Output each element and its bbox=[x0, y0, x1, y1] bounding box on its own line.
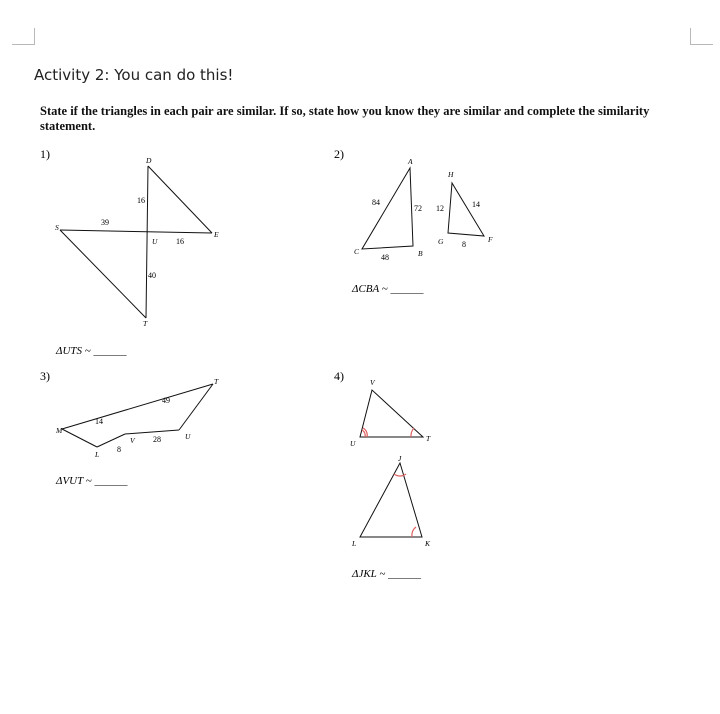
vertex-D-label: D bbox=[146, 156, 152, 165]
side-label-40: 40 bbox=[148, 271, 156, 280]
side-label-48: 48 bbox=[381, 253, 389, 262]
problem-1-figure bbox=[60, 166, 212, 318]
vertex-U-label: U bbox=[152, 237, 158, 246]
side-label-8-p3: 8 bbox=[117, 445, 121, 454]
vertex-K-label: K bbox=[425, 539, 431, 548]
vertex-V-label-3: V bbox=[130, 436, 135, 445]
side-label-16-lower: 16 bbox=[176, 237, 184, 246]
problem-3-statement: ΔVUT ~ ______ bbox=[56, 475, 128, 487]
angle-mark-T bbox=[411, 428, 414, 437]
vertex-E-label: E bbox=[214, 230, 219, 239]
triangle-HGF bbox=[448, 183, 484, 236]
side-label-84: 84 bbox=[372, 198, 380, 207]
angle-mark-K bbox=[412, 527, 416, 537]
side-label-12: 12 bbox=[436, 204, 444, 213]
triangle-ACB bbox=[362, 168, 413, 249]
side-label-14-p3: 14 bbox=[95, 417, 103, 426]
vertex-U-label-3: U bbox=[185, 432, 191, 441]
segment-MT bbox=[62, 384, 213, 429]
problem-1-statement: ΔUTS ~ ______ bbox=[56, 345, 127, 357]
vertex-A-label: A bbox=[408, 157, 413, 166]
vertex-L-label: L bbox=[95, 450, 100, 459]
problem-2-number: 2) bbox=[334, 147, 344, 161]
vertex-V-label-4: V bbox=[370, 378, 375, 387]
side-label-72: 72 bbox=[414, 204, 422, 213]
segment-DE bbox=[148, 166, 212, 233]
problem-4-number: 4) bbox=[334, 369, 344, 383]
instructions: State if the triangles in each pair are similar. If so, state how you know they are similar and complete the similarity statement. bbox=[40, 104, 650, 133]
segment-DT bbox=[146, 166, 148, 318]
vertex-H-label: H bbox=[448, 170, 454, 179]
activity-title: Activity 2: You can do this! bbox=[34, 66, 234, 84]
segment-ML bbox=[62, 429, 97, 447]
side-label-8: 8 bbox=[462, 240, 466, 249]
problem-1-number: 1) bbox=[40, 147, 50, 161]
side-label-16-upper: 16 bbox=[137, 196, 145, 205]
problem-4-figure bbox=[360, 390, 423, 537]
vertex-B-label: B bbox=[418, 249, 423, 258]
vertex-S-label: S bbox=[55, 223, 59, 232]
problem-2-figure bbox=[362, 168, 484, 249]
triangle-VUT bbox=[360, 390, 423, 437]
vertex-F-label: F bbox=[488, 235, 493, 244]
segment-ST bbox=[60, 230, 146, 318]
vertex-L-label-4: L bbox=[352, 539, 357, 548]
vertex-T-label: T bbox=[143, 319, 148, 328]
vertex-J-label: J bbox=[398, 454, 402, 463]
segment-UT bbox=[179, 384, 213, 430]
triangle-JLK bbox=[360, 463, 422, 537]
vertex-M-label: M bbox=[56, 426, 63, 435]
problem-2-statement: ΔCBA ~ ______ bbox=[352, 283, 424, 295]
side-label-39: 39 bbox=[101, 218, 109, 227]
side-label-28: 28 bbox=[153, 435, 161, 444]
side-label-14: 14 bbox=[472, 200, 480, 209]
side-label-49: 49 bbox=[162, 396, 170, 405]
angle-mark-J bbox=[394, 474, 406, 476]
angle-mark-U bbox=[362, 430, 365, 437]
segment-SE bbox=[60, 230, 212, 233]
problem-3-number: 3) bbox=[40, 369, 50, 383]
vertex-T-label-3: T bbox=[214, 377, 219, 386]
vertex-T-label-4: T bbox=[426, 434, 431, 443]
problem-4-statement: ΔJKL ~ ______ bbox=[352, 568, 422, 580]
vertex-C-label: C bbox=[354, 247, 360, 256]
segment-VU bbox=[125, 430, 179, 434]
vertex-U-label-4: U bbox=[350, 439, 356, 448]
vertex-G-label: G bbox=[438, 237, 444, 246]
